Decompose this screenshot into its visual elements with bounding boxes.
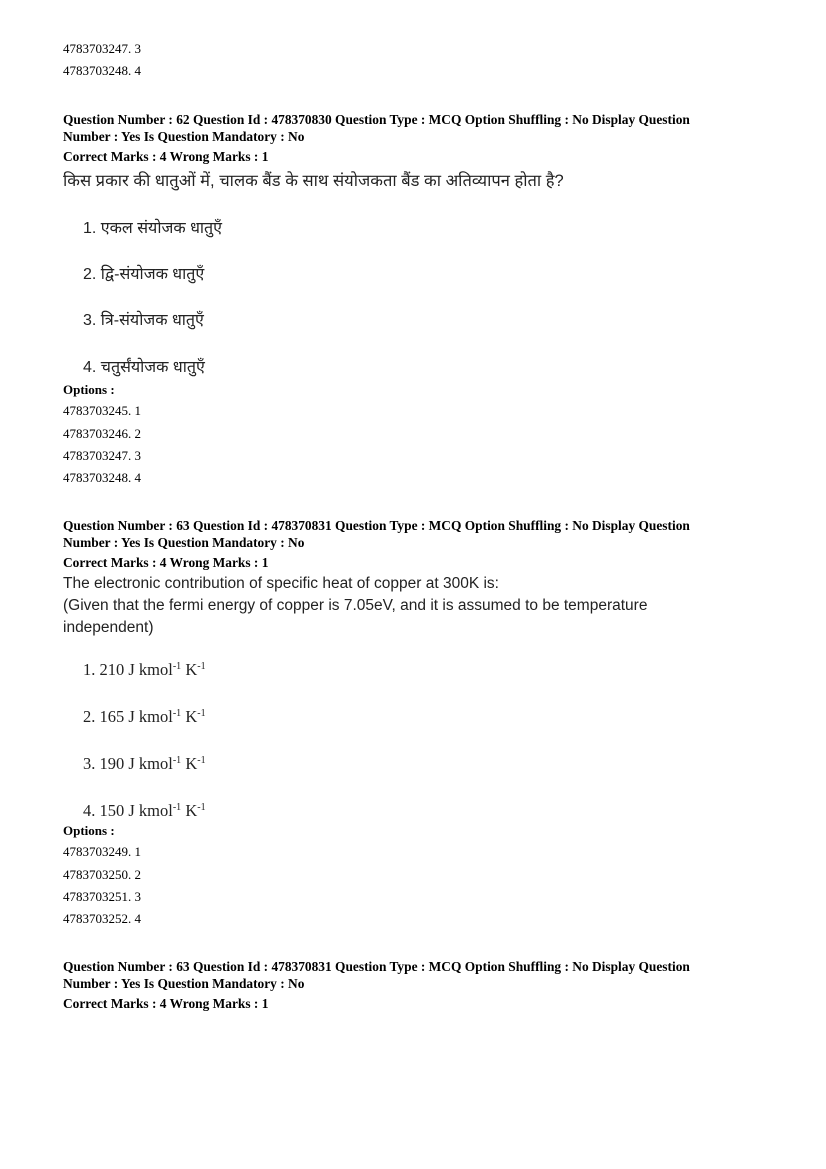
choice-value: 4. 150 J kmol bbox=[83, 801, 173, 820]
choice-item: 2. द्वि-संयोजक धातुएँ bbox=[83, 266, 205, 283]
marks-line: Correct Marks : 4 Wrong Marks : 1 bbox=[63, 996, 269, 1011]
choice-exponent: -1 bbox=[172, 755, 182, 766]
choice-exponent: -1 bbox=[197, 661, 206, 672]
marks-line: Correct Marks : 4 Wrong Marks : 1 bbox=[63, 149, 269, 164]
question-meta-line: Question Number : 62 Question Id : 478370830 Question Type : MCQ Option Shuffling : No Display Question bbox=[63, 112, 690, 127]
option-line: 4783703252. 4 bbox=[63, 911, 141, 926]
choice-value: 1. 210 J kmol bbox=[83, 660, 173, 679]
question-meta bbox=[63, 958, 763, 992]
question-meta-line: Number : Yes Is Question Mandatory : No bbox=[63, 535, 305, 550]
question-meta-line: Number : Yes Is Question Mandatory : No bbox=[63, 976, 305, 991]
marks-line: Correct Marks : 4 Wrong Marks : 1 bbox=[63, 555, 269, 570]
options-label: Options : bbox=[63, 382, 115, 397]
choice-unit: K bbox=[185, 754, 198, 773]
choice-exponent: -1 bbox=[197, 708, 206, 719]
option-line: 4783703250. 2 bbox=[63, 867, 141, 882]
question-meta-line: Question Number : 63 Question Id : 478370831 Question Type : MCQ Option Shuffling : No Display Question bbox=[63, 959, 690, 974]
choice-item bbox=[83, 754, 206, 774]
choice-item: 3. त्रि-संयोजक धातुएँ bbox=[83, 312, 204, 329]
choice-unit: K bbox=[185, 707, 198, 726]
choice-item: 4. चतुर्संयोजक धातुएँ bbox=[83, 359, 205, 376]
choice-value: 2. 165 J kmol bbox=[83, 707, 173, 726]
option-line: 4783703249. 1 bbox=[63, 844, 141, 859]
option-line: 4783703251. 3 bbox=[63, 889, 141, 904]
question-meta-line: Number : Yes Is Question Mandatory : No bbox=[63, 129, 305, 144]
option-line: 4783703247. 3 bbox=[63, 448, 141, 463]
choice-value: 3. 190 J kmol bbox=[83, 754, 173, 773]
choice-unit: K bbox=[185, 801, 198, 820]
options-label: Options : bbox=[63, 823, 115, 838]
choice-exponent: -1 bbox=[172, 802, 182, 813]
option-line: 4783703248. 4 bbox=[63, 470, 141, 485]
question-text bbox=[63, 573, 647, 639]
option-line: 4783703248. 4 bbox=[63, 63, 141, 78]
question-text-line: (Given that the fermi energy of copper is 7.05eV, and it is assumed to be temperature bbox=[63, 597, 648, 614]
question-text-line: The electronic contribution of specific heat of copper at 300K is: bbox=[63, 575, 499, 592]
option-line: 4783703245. 1 bbox=[63, 403, 141, 418]
question-text-line: independent) bbox=[63, 619, 154, 636]
choice-exponent: -1 bbox=[172, 661, 182, 672]
choice-exponent: -1 bbox=[172, 708, 182, 719]
question-meta bbox=[63, 111, 763, 145]
choice-item bbox=[83, 801, 206, 821]
choice-unit: K bbox=[185, 660, 198, 679]
option-line: 4783703246. 2 bbox=[63, 426, 141, 441]
choice-exponent: -1 bbox=[197, 755, 206, 766]
question-meta bbox=[63, 517, 763, 551]
question-meta-line: Question Number : 63 Question Id : 478370831 Question Type : MCQ Option Shuffling : No Display Question bbox=[63, 518, 690, 533]
choice-item: 1. एकल संयोजक धातुएँ bbox=[83, 220, 223, 237]
choice-item bbox=[83, 660, 206, 680]
question-text: किस प्रकार की धातुओं में, चालक बैंड के साथ संयोजकता बैंड का अतिव्यापन होता है? bbox=[63, 172, 564, 190]
option-line: 4783703247. 3 bbox=[63, 41, 141, 56]
choice-item bbox=[83, 707, 206, 727]
choice-exponent: -1 bbox=[197, 802, 206, 813]
